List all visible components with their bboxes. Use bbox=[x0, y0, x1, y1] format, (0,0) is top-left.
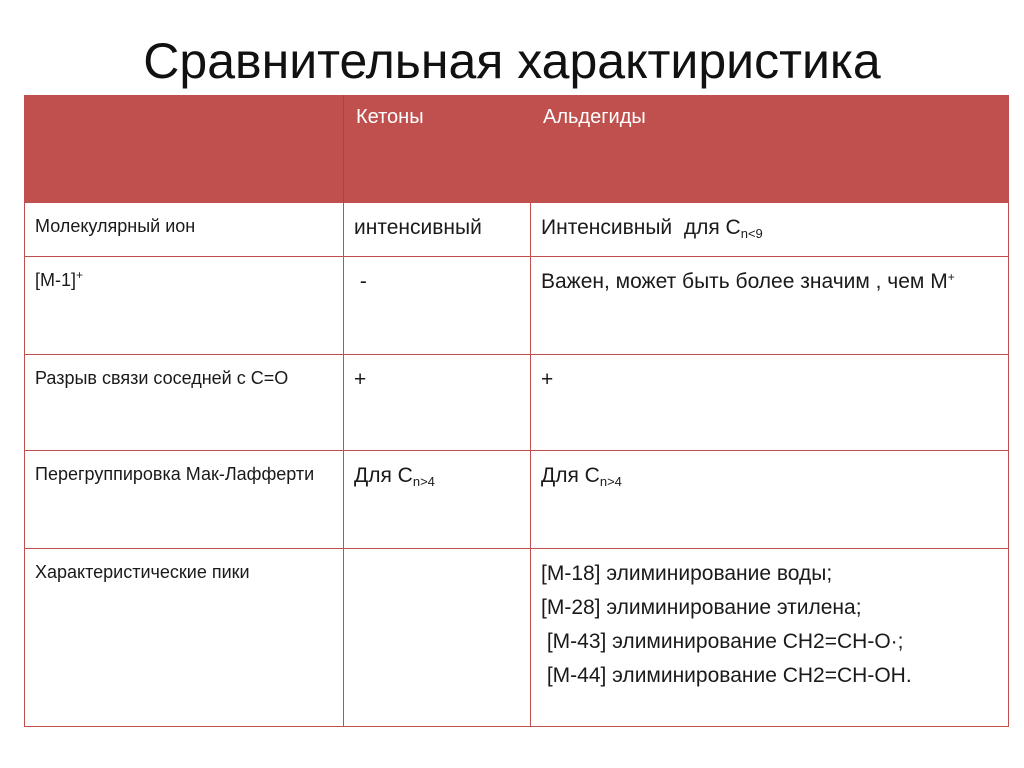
cell-text: Для С bbox=[354, 464, 413, 487]
header-aldehydes: Альдегиды bbox=[531, 96, 1009, 203]
row-label-m-1 bbox=[25, 257, 344, 355]
cell-aldehydes-characteristic-peaks bbox=[531, 549, 1009, 727]
cell-text: Для С bbox=[541, 464, 600, 487]
row-label-characteristic-peaks: Характеристические пики bbox=[25, 549, 344, 727]
subscript: n<9 bbox=[740, 226, 763, 241]
peak-line: [M-28] элиминирование этилена; bbox=[541, 596, 862, 619]
table-header-row bbox=[25, 96, 1009, 203]
cell-ketones-m-1: - bbox=[344, 257, 531, 355]
table-row bbox=[25, 257, 1009, 355]
peak-line: [M-18] элиминирование воды; bbox=[541, 562, 833, 585]
cell-aldehydes-molecular-ion bbox=[531, 203, 1009, 257]
cell-text: Важен, может быть более значим , чем М bbox=[541, 270, 948, 293]
peak-line: [M-44] элиминирование CH2=CH-OH. bbox=[541, 664, 912, 687]
cell-ketones-mclafferty bbox=[344, 451, 531, 549]
table-row bbox=[25, 549, 1009, 727]
header-ketones: Кетоны bbox=[344, 96, 531, 203]
row-label-mclafferty: Перегруппировка Мак-Лафферти bbox=[25, 451, 344, 549]
superscript: + bbox=[947, 270, 955, 284]
cell-ketones-molecular-ion: интенсивный bbox=[344, 203, 531, 257]
row-label-molecular-ion: Молекулярный ион bbox=[25, 203, 344, 257]
cell-aldehydes-mclafferty bbox=[531, 451, 1009, 549]
slide-title: Сравнительная характиристика bbox=[143, 33, 881, 89]
table-row bbox=[25, 355, 1009, 451]
cell-text: Интенсивный для С bbox=[541, 216, 741, 239]
table-row bbox=[25, 203, 1009, 257]
cell-text: [M-1] bbox=[35, 270, 77, 290]
cell-aldehydes-bond-cleavage: + bbox=[531, 355, 1009, 451]
peak-line: [M-43] элиминирование CH2=CH-O·; bbox=[541, 630, 904, 653]
cell-aldehydes-m-1 bbox=[531, 257, 1009, 355]
header-empty-cell bbox=[25, 96, 344, 203]
comparison-table bbox=[24, 95, 1009, 727]
cell-ketones-characteristic-peaks bbox=[344, 549, 531, 727]
subscript: n>4 bbox=[599, 474, 622, 489]
subscript: n>4 bbox=[412, 474, 435, 489]
row-label-bond-cleavage: Разрыв связи соседней с C=O bbox=[25, 355, 344, 451]
table-row bbox=[25, 451, 1009, 549]
superscript: + bbox=[76, 268, 84, 282]
cell-ketones-bond-cleavage: + bbox=[344, 355, 531, 451]
